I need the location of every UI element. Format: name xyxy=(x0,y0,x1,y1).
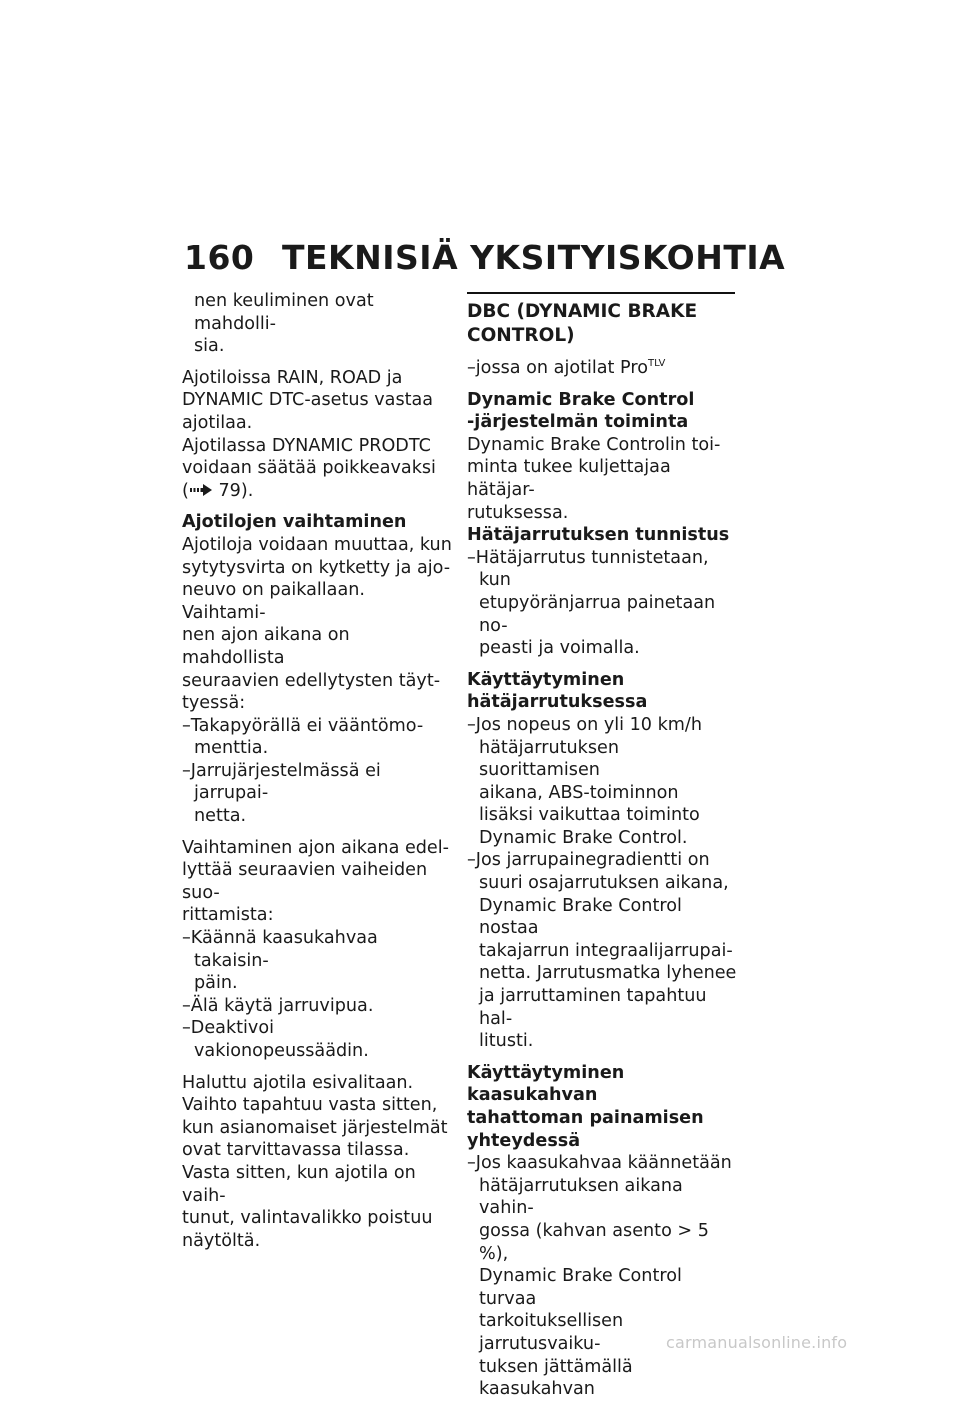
paragraph-changing-conditions: Ajotiloja voidaan muuttaa, kun sytytysvirta on kytketty ja ajo- neuvo on paikallaan. Vaihtami- nen ajon aikana on mahdollista seuraavien edellytysten täyt- tyessä: xyxy=(182,534,452,714)
paragraph-function: Dynamic Brake Controlin toi- minta tukee kuljettajaa hätäjar- rutuksessa. xyxy=(467,434,721,523)
right-column xyxy=(467,290,742,1401)
heading-changing-modes: Ajotilojen vaihtaminen xyxy=(182,512,407,533)
page-title: TEKNISIÄ YKSITYISKOHTIA xyxy=(282,238,786,277)
arrow-right-icon[interactable] xyxy=(189,483,213,497)
list-item: –Jos nopeus on yli 10 km/h hätäjarrutuksen suorittamisen aikana, ABS-toiminnon lisäksi vaikuttaa toiminto Dynamic Brake Control. xyxy=(467,714,702,848)
list-item: –Jos kaasukahvaa käännetään hätäjarrutuksen aikana vahin- gossa (kahvan asento > 5 %), Dynamic Brake Control turvaa tarkoituksellisen jarrutusvaiku- tuksen jättämällä kaasukahvan xyxy=(467,1153,732,1400)
heading-function: Dynamic Brake Control -järjestelmän toiminta xyxy=(467,389,695,433)
list-item: –Hätäjarrutus tunnistetaan, kun etupyöränjarrua painetaan no- peasti ja voimalla. xyxy=(467,547,716,659)
list-item: –Käännä kaasukahvaa takaisin- päin. xyxy=(182,928,378,994)
list-item: –Jos jarrupainegradientti on suuri osajarrutuksen aikana, Dynamic Brake Control nostaa takajarrun integraalijarrupai- netta. Jarrutusmatka lyhenee ja jarruttaminen tapahtuu hal- litusti. xyxy=(467,850,737,1052)
list-item: –Takapyörällä ei vääntömo- menttia. xyxy=(182,715,424,759)
paragraph-preselect: Haluttu ajotila esivalitaan. Vaihto tapahtuu vasta sitten, kun asianomaiset järjestelmät ovat tarvittavassa tilassa. Vasta sitten, kun ajotila on vaih- tunut, valintavalikko poistuu näytöltä. xyxy=(182,1072,448,1251)
equipment-note: –jossa on ajotilat Pro$^{TLV}$ xyxy=(467,358,666,378)
heading-detection: Hätäjarrutuksen tunnistus xyxy=(467,525,730,546)
paragraph-steps: Vaihtaminen ajon aikana edel- lyttää seuraavien vaiheiden suo- rittamista: xyxy=(182,837,449,926)
list-item: –Jarrujärjestelmässä ei jarrupai- netta. xyxy=(182,760,381,827)
page-reference[interactable]: 79). xyxy=(212,480,254,501)
paragraph-ride-modes: Ajotiloissa RAIN, ROAD ja DYNAMIC DTC-asetus vastaa ajotilaa. Ajotilassa DYNAMIC PRODTC voidaan säätää poikkeavaksi ( 79). xyxy=(182,367,436,501)
left-column xyxy=(182,290,452,1252)
section-title: DBC (DYNAMIC BRAKE CONTROL) xyxy=(467,301,698,346)
list-item: –Älä käytä jarruvipua. xyxy=(182,995,374,1016)
section-divider xyxy=(467,292,735,294)
note-superscript: TLV xyxy=(647,358,666,370)
paragraph-continuation: nen keuliminen ovat mahdolli- sia. xyxy=(194,291,374,357)
heading-throttle: Käyttäytyminen kaasukahvan tahattoman painamisen yhteydessä xyxy=(467,1062,704,1151)
page-header xyxy=(184,238,786,282)
watermark: carmanualsonline.info xyxy=(666,1333,848,1352)
list-item: –Deaktivoi vakionopeussäädin. xyxy=(182,1018,369,1061)
page-number: 160 xyxy=(184,238,255,277)
heading-behaviour: Käyttäytyminen hätäjarrutuksessa xyxy=(467,669,648,713)
